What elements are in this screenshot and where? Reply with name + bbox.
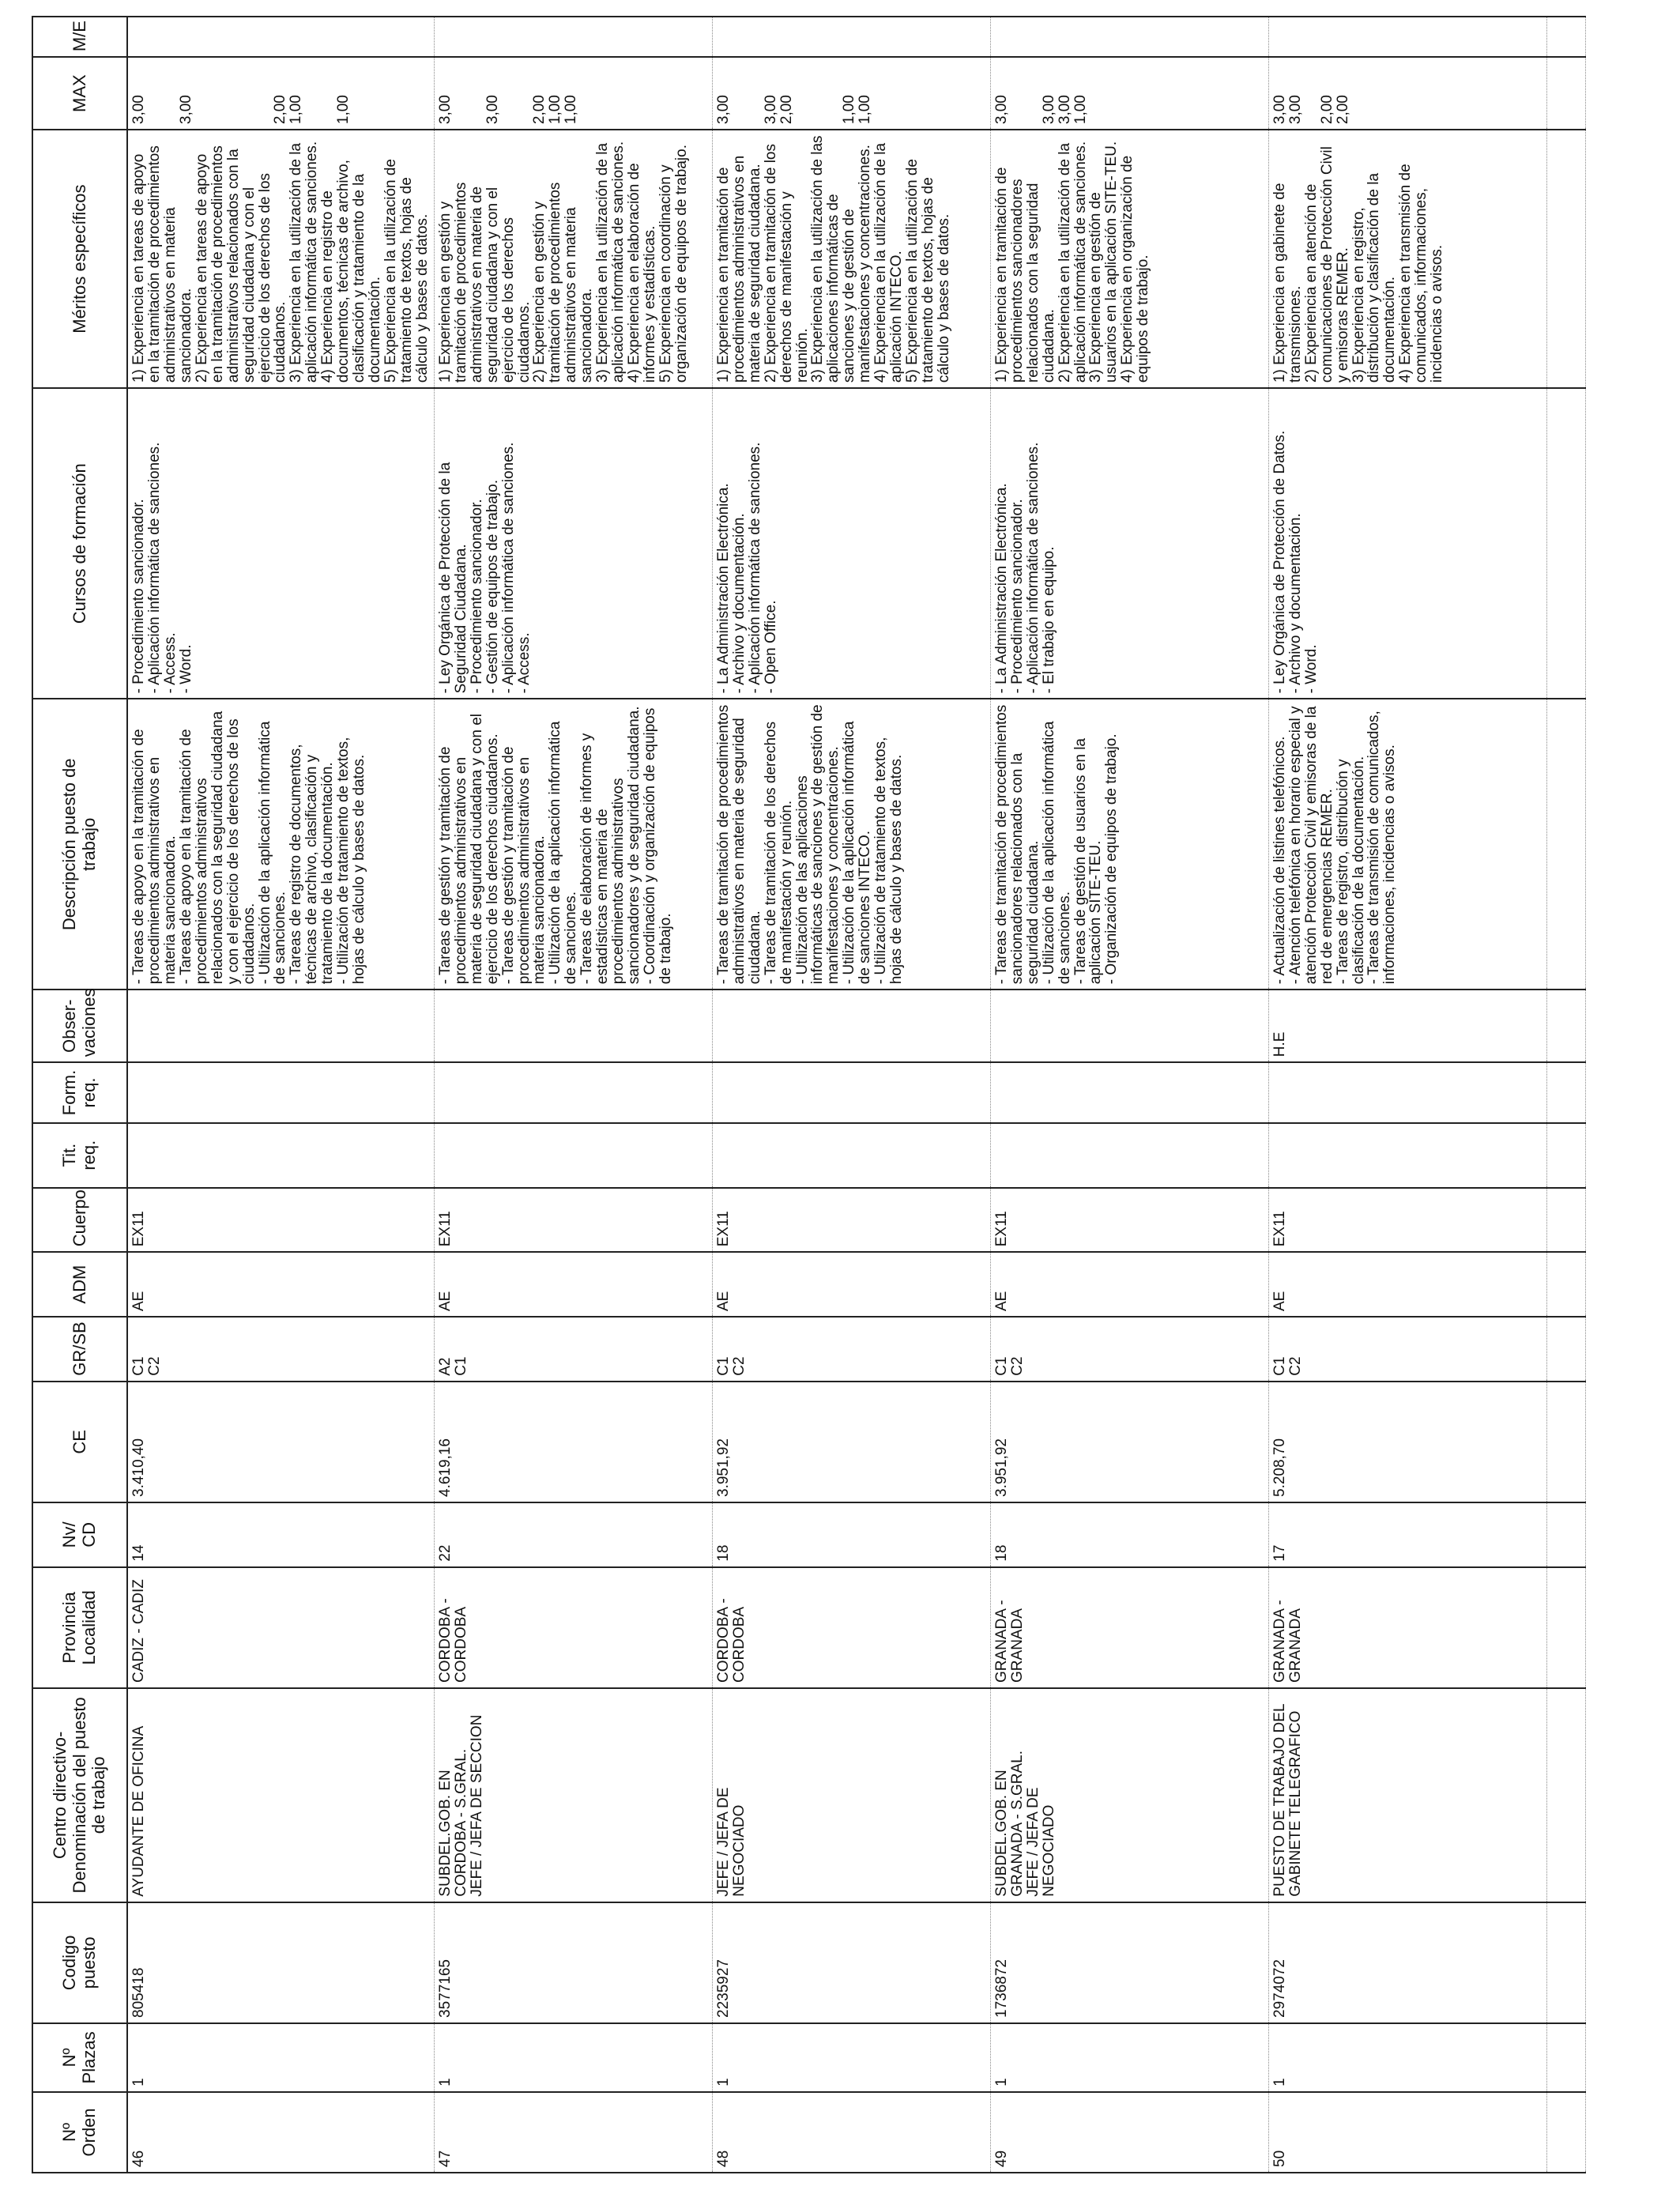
- cell-grupo: C1 C2: [127, 1317, 434, 1382]
- cell-me: [127, 17, 434, 57]
- cell-cursos: - Ley Orgánica de Protección de Datos. - Archivo y documentación. - Word.: [1268, 388, 1546, 699]
- job-positions-table: [32, 16, 1586, 2173]
- cell-grupo: C1 C2: [712, 1317, 990, 1382]
- cell-tit: [1268, 1123, 1546, 1188]
- cell-empty: [1546, 1502, 1585, 1567]
- cell-me: [434, 17, 712, 57]
- cell-form: [990, 1062, 1268, 1123]
- cell-obs: [990, 990, 1268, 1062]
- cell-descripcion: - Tareas de gestión y tramitación de procedimientos administrativos en materia de seguridad ciudadana y con el ejercicio de los derechos ciudadanos. - Tareas de gestión y tramitación de procedimientos administrativos en materia sancionadora. - Utilización de la aplicación informática de sanciones. - Tareas de elaboración de informes y estadísticas en materia de procedimientos administrativos sancionadores y de seguridad ciudadana. - Coordinación y organización de equipos de trabajo.: [434, 699, 712, 990]
- header-centro: Centro directivo- Denominación del puesto de trabajo: [32, 1688, 127, 1902]
- header-me: M/E: [32, 17, 127, 57]
- header-form: Form. req.: [32, 1062, 127, 1123]
- cell-adm: AE: [712, 1252, 990, 1317]
- cell-tit: [127, 1123, 434, 1188]
- cell-plazas: 1: [1268, 2023, 1546, 2092]
- table-row: [990, 17, 1268, 2173]
- cell-adm: AE: [434, 1252, 712, 1317]
- cell-plazas: 1: [990, 2023, 1268, 2092]
- table-row: [712, 17, 990, 2173]
- cell-meritos: 1) Experiencia en gestión y tramitación de procedimientos administrativos en materia de seguridad ciudadana y con el ejercicio de los derechos ciudadanos. 2) Experiencia en gestión y tramitación de procedimientos administrativos en materia sancionadora. 3) Experiencia en la utilización de la aplicación informática de sanciones. 4) Experiencia en elaboración de informes y estadísticas. 5) Experiencia en coordinación y organización de equipos de trabajo.: [434, 130, 712, 388]
- table-row: [1268, 17, 1546, 2173]
- cell-empty: [1546, 130, 1585, 388]
- cell-adm: AE: [990, 1252, 1268, 1317]
- cell-me: [712, 17, 990, 57]
- cell-nivel: 22: [434, 1502, 712, 1567]
- cell-empty: [1546, 2092, 1585, 2173]
- cell-centro: [1268, 1688, 1546, 1902]
- cell-meritos: 1) Experiencia en tareas de apoyo en la tramitación de procedimientos administrativos en materia sancionadora. 2) Experiencia en tareas de apoyo en la tramitación de procedimientos administrativos relacionados con la seguridad ciudadana y con el ejercicio de los derechos de los ciudadanos. 3) Experiencia en la utilización de la aplicación informática de sanciones. 4) Experiencia en registro de documentos, técnicas de archivo, clasificación y tratamiento de la documentación. 5) Experiencia en la utilización de tratamiento de textos, hojas de cálculo y bases de datos.: [127, 130, 434, 388]
- cell-obs: [127, 990, 434, 1062]
- rotated-table-container: [32, 16, 1474, 2173]
- denominacion: JEFE / JEFA DE NEGOCIADO: [1024, 1787, 1057, 1897]
- header-adm: ADM: [32, 1252, 127, 1317]
- cell-descripcion: - Tareas de tramitación de procedimientos administrativos en materia de seguridad ciudadana. - Tareas de tramitación de los derechos de manifestación y reunión. - Utilización de las aplicaciones informáticas de sanciones y de gestión de manifestaciones y concentraciones. - Utilización de la aplicación informática de sanciones INTECO. - Utilización de tratamiento de textos, hojas de cálculo y bases de datos.: [712, 699, 990, 990]
- cell-orden: 46: [127, 2092, 434, 2173]
- cell-nivel: 18: [712, 1502, 990, 1567]
- cell-descripcion: - Tareas de tramitación de procedimientos sancionadores relacionados con la seguridad ciudadana. - Utilización de la aplicación informática de sanciones. - Tareas de gestión de usuarios en la aplicación SITE-TEU. - Organización de equipos de trabajo.: [990, 699, 1268, 990]
- cell-descripcion: - Tareas de apoyo en la tramitación de procedimientos administrativos en materia sancionadora. - Tareas de apoyo en la tramitación de procedimientos administrativos relacionados con la seguridad ciudadana y con el ejercicio de los derechos de los ciudadanos. - Utilización de la aplicación informática de sanciones. - Tareas de registro de documentos, técnicas de archivo, clasificación y tratamiento de la documentación. - Utilización de tratamiento de textos, hojas de cálculo y bases de datos.: [127, 699, 434, 990]
- cell-codigo: 3577165: [434, 1902, 712, 2023]
- cell-tit: [434, 1123, 712, 1188]
- cell-empty: [1546, 1123, 1585, 1188]
- cell-codigo: 2974072: [1268, 1902, 1546, 2023]
- cell-cursos: - La Administración Electrónica. - Archivo y documentación. - Aplicación informática de sanciones. - Open Office.: [712, 388, 990, 699]
- cell-centro: [127, 1688, 434, 1902]
- cell-cuerpo: EX11: [712, 1188, 990, 1253]
- cell-tit: [712, 1123, 990, 1188]
- table-row: [127, 17, 434, 2173]
- cell-empty: [1546, 699, 1585, 990]
- cell-adm: AE: [127, 1252, 434, 1317]
- cell-cuerpo: EX11: [1268, 1188, 1546, 1253]
- cell-nivel: 17: [1268, 1502, 1546, 1567]
- centro-directivo: SUBDEL.GOB. EN CORDOBA - S.GRAL.: [436, 1748, 469, 1897]
- cell-plazas: 1: [127, 2023, 434, 2092]
- cell-empty: [1546, 388, 1585, 699]
- cell-adm: AE: [1268, 1252, 1546, 1317]
- cell-ce: 3.951,92: [990, 1382, 1268, 1502]
- cell-ce: 5.208,70: [1268, 1382, 1546, 1502]
- cell-codigo: 805418: [127, 1902, 434, 2023]
- cell-centro: [434, 1688, 712, 1902]
- cell-cursos: - Procedimiento sancionador. - Aplicación informática de sanciones. - Access. - Word.: [127, 388, 434, 699]
- denominacion: JEFE / JEFA DE SECCION: [468, 1714, 485, 1897]
- cell-tit: [990, 1123, 1268, 1188]
- cell-obs: H.E: [1268, 990, 1546, 1062]
- cell-ce: 3.410,40: [127, 1382, 434, 1502]
- cell-empty: [1546, 1688, 1585, 1902]
- cell-orden: 49: [990, 2092, 1268, 2173]
- header-ce: CE: [32, 1382, 127, 1502]
- cell-obs: [434, 990, 712, 1062]
- denominacion: AYUDANTE DE OFICINA: [130, 1725, 147, 1897]
- cell-meritos: 1) Experiencia en tramitación de procedimientos administrativos en materia de seguridad ciudadana. 2) Experiencia en tramitación de los derechos de manifestación y reunión. 3) Experiencia en la utilización de las aplicaciones informáticas de sanciones y de gestión de manifestaciones y concentraciones. 4) Experiencia en la utilización de la aplicación INTECO. 5) Experiencia en la utilización de tratamiento de textos, hojas de cálculo y bases de datos.: [712, 130, 990, 388]
- cell-form: [434, 1062, 712, 1123]
- cell-empty: [1546, 1567, 1585, 1688]
- cell-empty: [1546, 1902, 1585, 2023]
- denominacion: PUESTO DE TRABAJO DEL GABINETE TELEGRAFICO: [1271, 1704, 1304, 1897]
- cell-plazas: 1: [712, 2023, 990, 2092]
- cell-provincia: GRANADA - GRANADA: [1268, 1567, 1546, 1688]
- cell-grupo: C1 C2: [1268, 1317, 1546, 1382]
- header-tit: Tit. req.: [32, 1123, 127, 1188]
- cell-cuerpo: EX11: [434, 1188, 712, 1253]
- cell-grupo: A2 C1: [434, 1317, 712, 1382]
- header-descripcion: Descripción puesto de trabajo: [32, 699, 127, 990]
- header-meritos: Méritos específicos: [32, 130, 127, 388]
- centro-directivo: SUBDEL.GOB. EN GRANADA - S.GRAL.: [993, 1750, 1026, 1897]
- cell-me: [1268, 17, 1546, 57]
- cell-cursos: - Ley Orgánica de Protección de la Seguridad Ciudadana. - Procedimiento sancionador. - Gestión de equipos de trabajo. - Aplicación informática de sanciones. - Access.: [434, 388, 712, 699]
- header-plazas: Nº Plazas: [32, 2023, 127, 2092]
- cell-orden: 47: [434, 2092, 712, 2173]
- cell-ce: 3.951,92: [712, 1382, 990, 1502]
- header-orden: Nº Orden: [32, 2092, 127, 2173]
- cell-grupo: C1 C2: [990, 1317, 1268, 1382]
- cell-empty: [1546, 57, 1585, 130]
- cell-max: 3,00 3,00 2,00 1,00 1,00: [712, 57, 990, 130]
- header-obs: Obser- vaciones: [32, 990, 127, 1062]
- cell-provincia: GRANADA - GRANADA: [990, 1567, 1268, 1688]
- cell-cursos: - La Administración Electrónica. - Procedimiento sancionador. - Aplicación informática de sanciones. - El trabajo en equipo.: [990, 388, 1268, 699]
- cell-form: [127, 1062, 434, 1123]
- cell-orden: 50: [1268, 2092, 1546, 2173]
- cell-cuerpo: EX11: [990, 1188, 1268, 1253]
- cell-max: 3,00 3,00 3,00 1,00: [990, 57, 1268, 130]
- cell-empty: [1546, 2023, 1585, 2092]
- cell-empty: [1546, 1062, 1585, 1123]
- cell-codigo: 2235927: [712, 1902, 990, 2023]
- header-row: [32, 17, 127, 2173]
- cell-form: [712, 1062, 990, 1123]
- cell-cuerpo: EX11: [127, 1188, 434, 1253]
- cell-provincia: CORDOBA - CORDOBA: [434, 1567, 712, 1688]
- cell-empty: [1546, 17, 1585, 57]
- header-cursos: Cursos de formación: [32, 388, 127, 699]
- table-row: [434, 17, 712, 2173]
- header-nivel: Nv/ CD: [32, 1502, 127, 1567]
- cell-provincia: CORDOBA - CORDOBA: [712, 1567, 990, 1688]
- cell-empty: [1546, 1188, 1585, 1253]
- cell-meritos: 1) Experiencia en gabinete de transmisiones. 2) Experiencia en atención de comunicaciones de Protección Civil y emisoras REMER. 3) Experiencia en registro, distribución y clasificación de la documentación. 4) Experiencia en transmisión de comunicados, informaciones, incidencias o avisos.: [1268, 130, 1546, 388]
- cell-form: [1268, 1062, 1546, 1123]
- cell-meritos: 1) Experiencia en tramitación de procedimientos sancionadores relacionados con la seguridad ciudadana. 2) Experiencia en la utilización de la aplicación informática de sanciones. 3) Experiencia en gestión de usuarios en la aplicación SITE-TEU. 4) Experiencia en organización de equipos de trabajo.: [990, 130, 1268, 388]
- cell-empty: [1546, 1382, 1585, 1502]
- cell-nivel: 14: [127, 1502, 434, 1567]
- cell-plazas: 1: [434, 2023, 712, 2092]
- cell-empty: [1546, 1317, 1585, 1382]
- header-cuerpo: Cuerpo: [32, 1188, 127, 1253]
- cell-empty: [1546, 1252, 1585, 1317]
- cell-centro: [712, 1688, 990, 1902]
- cell-orden: 48: [712, 2092, 990, 2173]
- cell-empty: [1546, 990, 1585, 1062]
- header-max: MAX: [32, 57, 127, 130]
- cell-obs: [712, 990, 990, 1062]
- header-grupo: GR/SB: [32, 1317, 127, 1382]
- header-codigo: Codigo puesto: [32, 1902, 127, 2023]
- cell-nivel: 18: [990, 1502, 1268, 1567]
- cell-max: 3,00 3,00 2,00 2,00: [1268, 57, 1546, 130]
- denominacion: JEFE / JEFA DE NEGOCIADO: [714, 1787, 748, 1897]
- header-provincia: Provincia Localidad: [32, 1567, 127, 1688]
- cell-max: 3,00 3,00 2,00 1,00 1,00: [127, 57, 434, 130]
- table-row-empty: [1546, 17, 1585, 2173]
- cell-provincia: CADIZ - CADIZ: [127, 1567, 434, 1688]
- cell-descripcion: - Actualización de listines telefónicos. - Atención telefónica en horario especial y atención Protección Civil y emisoras de la red de emergencias REMER. - Tareas de registro, distribución y clasificación de la documentación. - Tareas de transmisión de comunicados, informaciones, incidencias o avisos.: [1268, 699, 1546, 990]
- cell-me: [990, 17, 1268, 57]
- cell-ce: 4.619,16: [434, 1382, 712, 1502]
- cell-max: 3,00 3,00 2,00 1,00 1,00: [434, 57, 712, 130]
- cell-codigo: 1736872: [990, 1902, 1268, 2023]
- cell-centro: [990, 1688, 1268, 1902]
